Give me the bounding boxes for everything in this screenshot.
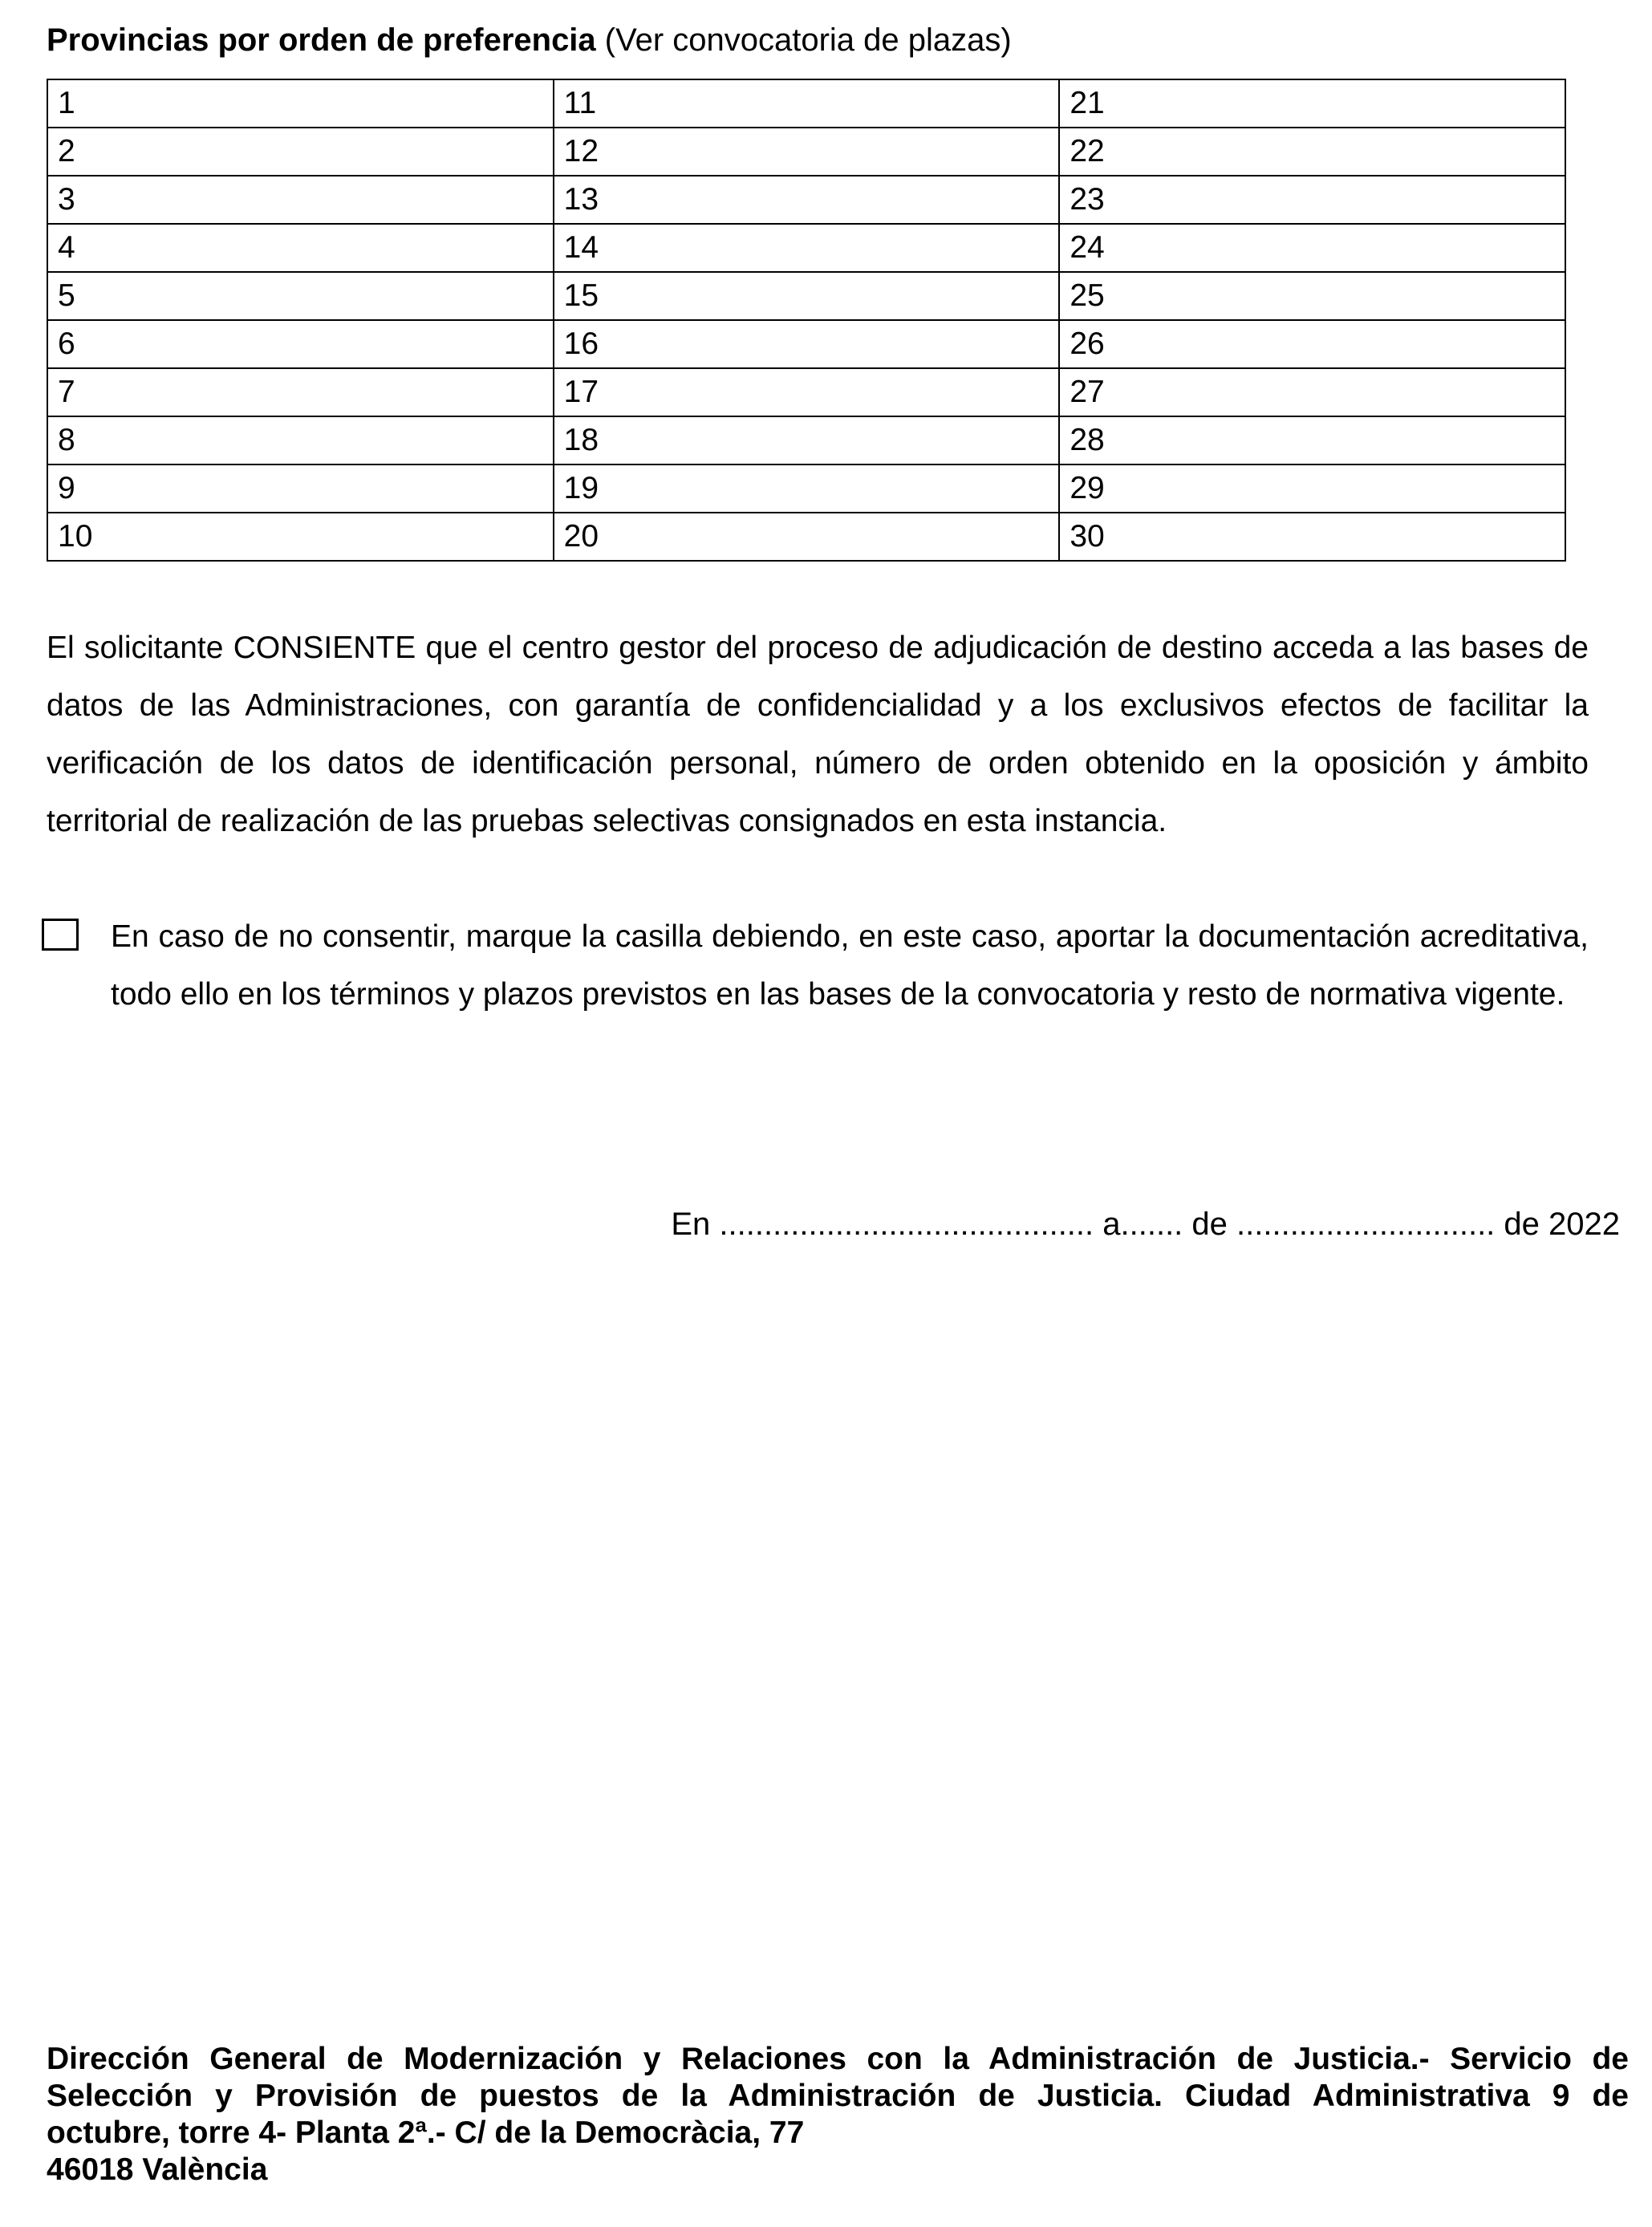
table-row [47, 272, 1565, 320]
province-cell[interactable]: 12 [554, 128, 1060, 176]
table-row [47, 128, 1565, 176]
footer-address [47, 2041, 1629, 2188]
province-cell[interactable]: 17 [554, 368, 1060, 416]
table-row [47, 513, 1565, 561]
table-row [47, 320, 1565, 368]
province-cell[interactable]: 16 [554, 320, 1060, 368]
footer-line: Dirección General de Modernización y Relaciones con la Administración de Justicia.- Servicio de [47, 2042, 1629, 2076]
province-cell[interactable]: 9 [47, 464, 554, 513]
footer-line: octubre, torre 4- Planta 2ª.- C/ de la Democràcia, 77 [47, 2115, 805, 2150]
province-cell[interactable]: 20 [554, 513, 1060, 561]
province-cell[interactable]: 21 [1059, 79, 1565, 128]
province-cell[interactable]: 28 [1059, 416, 1565, 464]
province-cell[interactable]: 30 [1059, 513, 1565, 561]
no-consent-paragraph: En caso de no consentir, marque la casilla debiendo, en este caso, aportar la documentación acreditativa, todo ello en los términos y plazos previstos en las bases de la convocatoria y resto de normativa vigente. [111, 919, 1589, 1012]
section-heading-bold: Provincias por orden de preferencia [47, 22, 596, 58]
province-cell[interactable]: 27 [1059, 368, 1565, 416]
place-date-line: En .......................................... a....... de ............................. de 2022 [671, 1207, 1620, 1242]
province-cell[interactable]: 22 [1059, 128, 1565, 176]
province-cell[interactable]: 24 [1059, 224, 1565, 272]
province-cell[interactable]: 19 [554, 464, 1060, 513]
table-row [47, 224, 1565, 272]
province-cell[interactable]: 5 [47, 272, 554, 320]
section-heading-note: (Ver convocatoria de plazas) [595, 22, 1012, 58]
footer-line: 46018 València [47, 2152, 268, 2187]
province-cell[interactable]: 2 [47, 128, 554, 176]
province-cell[interactable]: 26 [1059, 320, 1565, 368]
section-heading [47, 18, 1012, 63]
table-row [47, 79, 1565, 128]
province-cell[interactable]: 1 [47, 79, 554, 128]
province-cell[interactable]: 3 [47, 176, 554, 224]
province-cell[interactable]: 25 [1059, 272, 1565, 320]
province-cell[interactable]: 4 [47, 224, 554, 272]
province-cell[interactable]: 10 [47, 513, 554, 561]
province-cell[interactable]: 13 [554, 176, 1060, 224]
table-row [47, 464, 1565, 513]
province-cell[interactable]: 7 [47, 368, 554, 416]
province-cell[interactable]: 14 [554, 224, 1060, 272]
table-row [47, 176, 1565, 224]
no-consent-checkbox[interactable] [42, 919, 79, 951]
consent-paragraph: El solicitante CONSIENTE que el centro gestor del proceso de adjudicación de destino acceda a las bases de datos de las Administraciones, con garantía de confidencialidad y a los exclusivos efectos de facilitar la verificación de los datos de identificación personal, número de orden obtenido en la oposición y ámbito territorial de realización de las pruebas selectivas consignados en esta instancia. [47, 631, 1589, 838]
table-row [47, 416, 1565, 464]
province-cell[interactable]: 29 [1059, 464, 1565, 513]
province-cell[interactable]: 6 [47, 320, 554, 368]
province-cell[interactable]: 8 [47, 416, 554, 464]
table-row [47, 368, 1565, 416]
province-cell[interactable]: 18 [554, 416, 1060, 464]
footer-line: Selección y Provisión de puestos de la Administración de Justicia. Ciudad Administrativa 9 de [47, 2079, 1629, 2113]
province-cell[interactable]: 11 [554, 79, 1060, 128]
province-preference-table [47, 79, 1566, 562]
province-cell[interactable]: 23 [1059, 176, 1565, 224]
province-cell[interactable]: 15 [554, 272, 1060, 320]
